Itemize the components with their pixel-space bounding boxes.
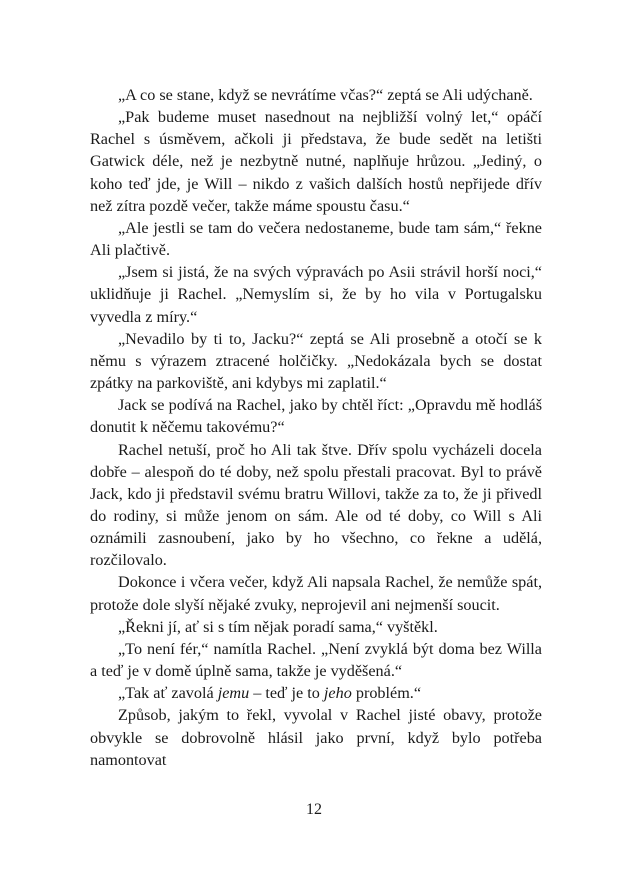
text-run: – teď je to (249, 684, 324, 703)
paragraph (90, 571, 542, 615)
text-run: Způsob, jakým to řekl, vyvolal v Rachel jisté obavy, protože obvykle se dobrovolně hlásil jako první, když bylo potřeba namontovat (90, 706, 542, 769)
text-run: „Tak ať zavolá (118, 684, 218, 703)
text-run: „Ale jestli se tam do večera nedostaneme, bude tam sám,“ řekne Ali plačtivě. (90, 218, 542, 260)
text-run: „A co se stane, když se nevrátíme včas?“ zeptá se Ali udýchaně. (118, 86, 533, 104)
paragraph (90, 328, 542, 394)
emphasis-text: jeho (323, 684, 352, 703)
text-run: „Řekni jí, ať si s tím nějak poradí sama,“ vyštěkl. (118, 617, 438, 636)
emphasis-text: jemu (217, 684, 250, 703)
page-body (90, 84, 542, 771)
paragraph (90, 638, 542, 682)
paragraph (90, 84, 542, 106)
paragraph (90, 704, 542, 770)
text-run: „Jsem si jistá, že na svých výpravách po Asii strávil horší noci,“ uklidňuje ji Rachel. „Nemyslím si, že by ho vila v Portugalsku vyvedla z míry.“ (90, 263, 542, 326)
text-run: Jack se podívá na Rachel, jako by chtěl říct: „Opravdu mě hodláš donutit k něčemu takovému?“ (90, 396, 542, 437)
text-run: Dokonce i včera večer, když Ali napsala Rachel, že nemůže spát, protože dole slyší nějaké zvuky, neprojevil ani nejmenší soucit. (90, 573, 542, 614)
paragraph (90, 616, 542, 638)
page-number: 12 (306, 801, 322, 818)
paragraph (90, 682, 542, 704)
text-run: Rachel netuší, proč ho Ali tak štve. Dřív spolu vycházeli docela dobře – alespoň do té doby, než spolu přestali pracovat. Byl to právě Jack, kdo ji představil svému bratru Willovi, takže za to, že ji přivedl do rodiny, si může jenom on sám. Ale od té doby, co Will s Ali oznámili zasnoubení, jako by ho všechno, co řekne a udělá, rozčilovalo. (90, 440, 542, 570)
text-run: problém.“ (351, 684, 422, 703)
paragraph (90, 394, 542, 438)
paragraph (90, 106, 542, 217)
paragraph (90, 261, 542, 327)
text-run: „To není fér,“ namítla Rachel. „Není zvyklá být doma bez Willa a teď je v domě úplně sama, takže je vyděšená.“ (90, 639, 542, 681)
paragraph (90, 439, 542, 572)
text-run: „Nevadilo by ti to, Jacku?“ zeptá se Ali prosebně a otočí se k němu s výrazem ztracené holčičky. „Nedokázala bych se dostat zpátky na parkoviště, ani kdybys mi zaplatil.“ (90, 329, 542, 393)
paragraph (90, 217, 542, 261)
text-run: „Pak budeme muset nasednout na nejbližší volný let,“ opáčí Rachel s úsměvem, ačkoli ji představa, že bude sedět na letišti Gatwick déle, než je nezbytně nutné, naplňuje hrůzou. „Jediný, o koho teď jde, je Will – nikdo z vašich dalších hostů nepřijede dřív než zítra pozdě večer, takže máme spoustu času.“ (90, 108, 542, 215)
